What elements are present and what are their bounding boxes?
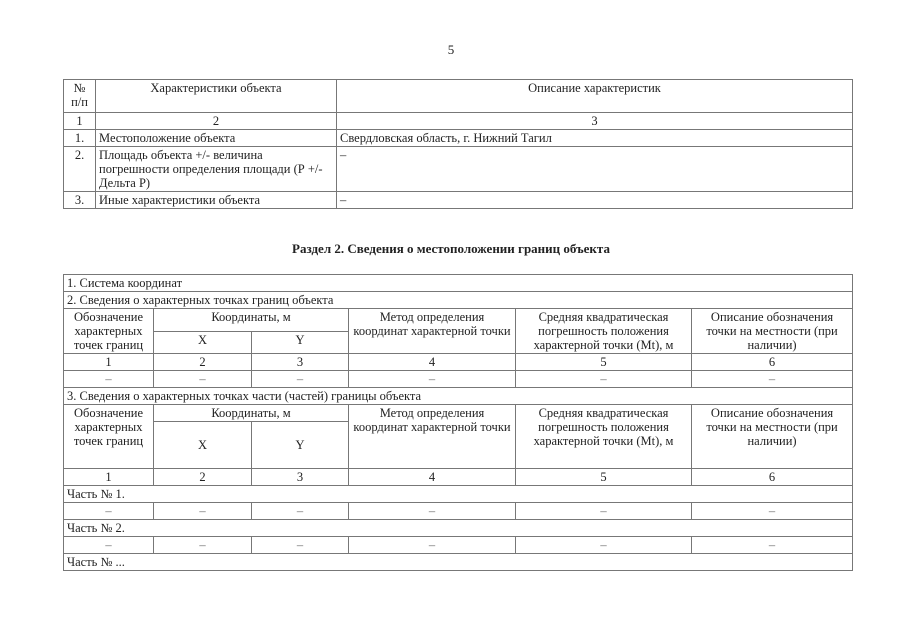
row-number: 1.: [64, 130, 96, 147]
table-row: [64, 537, 853, 554]
empty-cell: –: [692, 371, 853, 388]
row-name: Иные характеристики объекта: [96, 192, 337, 209]
table-row: [64, 130, 853, 147]
empty-cell: –: [154, 537, 252, 554]
header-error: Средняя квадратическая погрешность положения характерной точки (Mt), м: [516, 405, 692, 469]
object-characteristics-table: [63, 79, 853, 209]
empty-cell: –: [692, 537, 853, 554]
header-designation: Обозначение характерных точек границ: [64, 309, 154, 354]
header-coordinates: Координаты, м: [154, 405, 349, 422]
index-cell: 1: [64, 469, 154, 486]
index-cell: 4: [349, 354, 516, 371]
empty-cell: –: [516, 371, 692, 388]
empty-cell: –: [154, 371, 252, 388]
index-cell: 4: [349, 469, 516, 486]
index-cell: 3: [252, 469, 349, 486]
index-cell: 1: [64, 113, 96, 130]
empty-cell: –: [64, 503, 154, 520]
section-row: [64, 275, 853, 292]
header-description: Описание характеристик: [337, 80, 853, 113]
part-label: Часть № 1.: [64, 486, 853, 503]
section-row: [64, 520, 853, 537]
table-index-row: [64, 354, 853, 371]
table-header-row: [64, 405, 853, 422]
table-index-row: [64, 469, 853, 486]
part-boundary-points-row: 3. Сведения о характерных точках части (частей) границы объекта: [64, 388, 853, 405]
index-cell: 2: [154, 354, 252, 371]
section-title: Раздел 2. Сведения о местоположении границ объекта: [292, 241, 610, 256]
empty-cell: –: [252, 503, 349, 520]
table-row: [64, 192, 853, 209]
index-cell: 3: [252, 354, 349, 371]
page-number: 5: [447, 42, 455, 57]
row-description: –: [337, 192, 853, 209]
section-row: [64, 486, 853, 503]
empty-cell: –: [252, 371, 349, 388]
table-header-row: [64, 80, 853, 113]
part-label: Часть № 2.: [64, 520, 853, 537]
header-error: Средняя квадратическая погрешность положения характерной точки (Mt), м: [516, 309, 692, 354]
index-cell: 2: [96, 113, 337, 130]
header-y: Y: [252, 331, 349, 354]
row-description: –: [337, 147, 853, 192]
index-cell: 1: [64, 354, 154, 371]
index-cell: 5: [516, 354, 692, 371]
header-designation: Обозначение характерных точек границ: [64, 405, 154, 469]
index-cell: 6: [692, 469, 853, 486]
header-characteristics: Характеристики объекта: [96, 80, 337, 113]
table-row: [64, 503, 853, 520]
row-name: Местоположение объекта: [96, 130, 337, 147]
empty-cell: –: [252, 537, 349, 554]
header-x: X: [154, 331, 252, 354]
table-row: [64, 371, 853, 388]
empty-cell: –: [349, 537, 516, 554]
empty-cell: –: [154, 503, 252, 520]
row-number: 2.: [64, 147, 96, 192]
header-x: X: [154, 422, 252, 469]
header-method: Метод определения координат характерной точки: [349, 405, 516, 469]
index-cell: 3: [337, 113, 853, 130]
section-row: [64, 292, 853, 309]
coordinate-system-row: 1. Система координат: [64, 275, 853, 292]
section-row: [64, 388, 853, 405]
table-row: [64, 147, 853, 192]
row-number: 3.: [64, 192, 96, 209]
header-point-description: Описание обозначения точки на местности (при наличии): [692, 405, 853, 469]
boundary-points-row: 2. Сведения о характерных точках границ объекта: [64, 292, 853, 309]
empty-cell: –: [516, 503, 692, 520]
empty-cell: –: [692, 503, 853, 520]
row-name: Площадь объекта +/- величина погрешности определения площади (Р +/- Дельта Р): [96, 147, 337, 192]
empty-cell: –: [516, 537, 692, 554]
empty-cell: –: [64, 537, 154, 554]
empty-cell: –: [349, 503, 516, 520]
table-index-row: [64, 113, 853, 130]
header-coordinates: Координаты, м: [154, 309, 349, 332]
header-number: № п/п: [64, 80, 96, 113]
index-cell: 5: [516, 469, 692, 486]
section-row: [64, 554, 853, 571]
index-cell: 2: [154, 469, 252, 486]
boundary-points-table: [63, 274, 853, 571]
header-point-description: Описание обозначения точки на местности (при наличии): [692, 309, 853, 354]
part-label: Часть № ...: [64, 554, 853, 571]
empty-cell: –: [64, 371, 154, 388]
header-y: Y: [252, 422, 349, 469]
row-description: Свердловская область, г. Нижний Тагил: [337, 130, 853, 147]
index-cell: 6: [692, 354, 853, 371]
empty-cell: –: [349, 371, 516, 388]
header-method: Метод определения координат характерной точки: [349, 309, 516, 354]
table-header-row: [64, 309, 853, 332]
